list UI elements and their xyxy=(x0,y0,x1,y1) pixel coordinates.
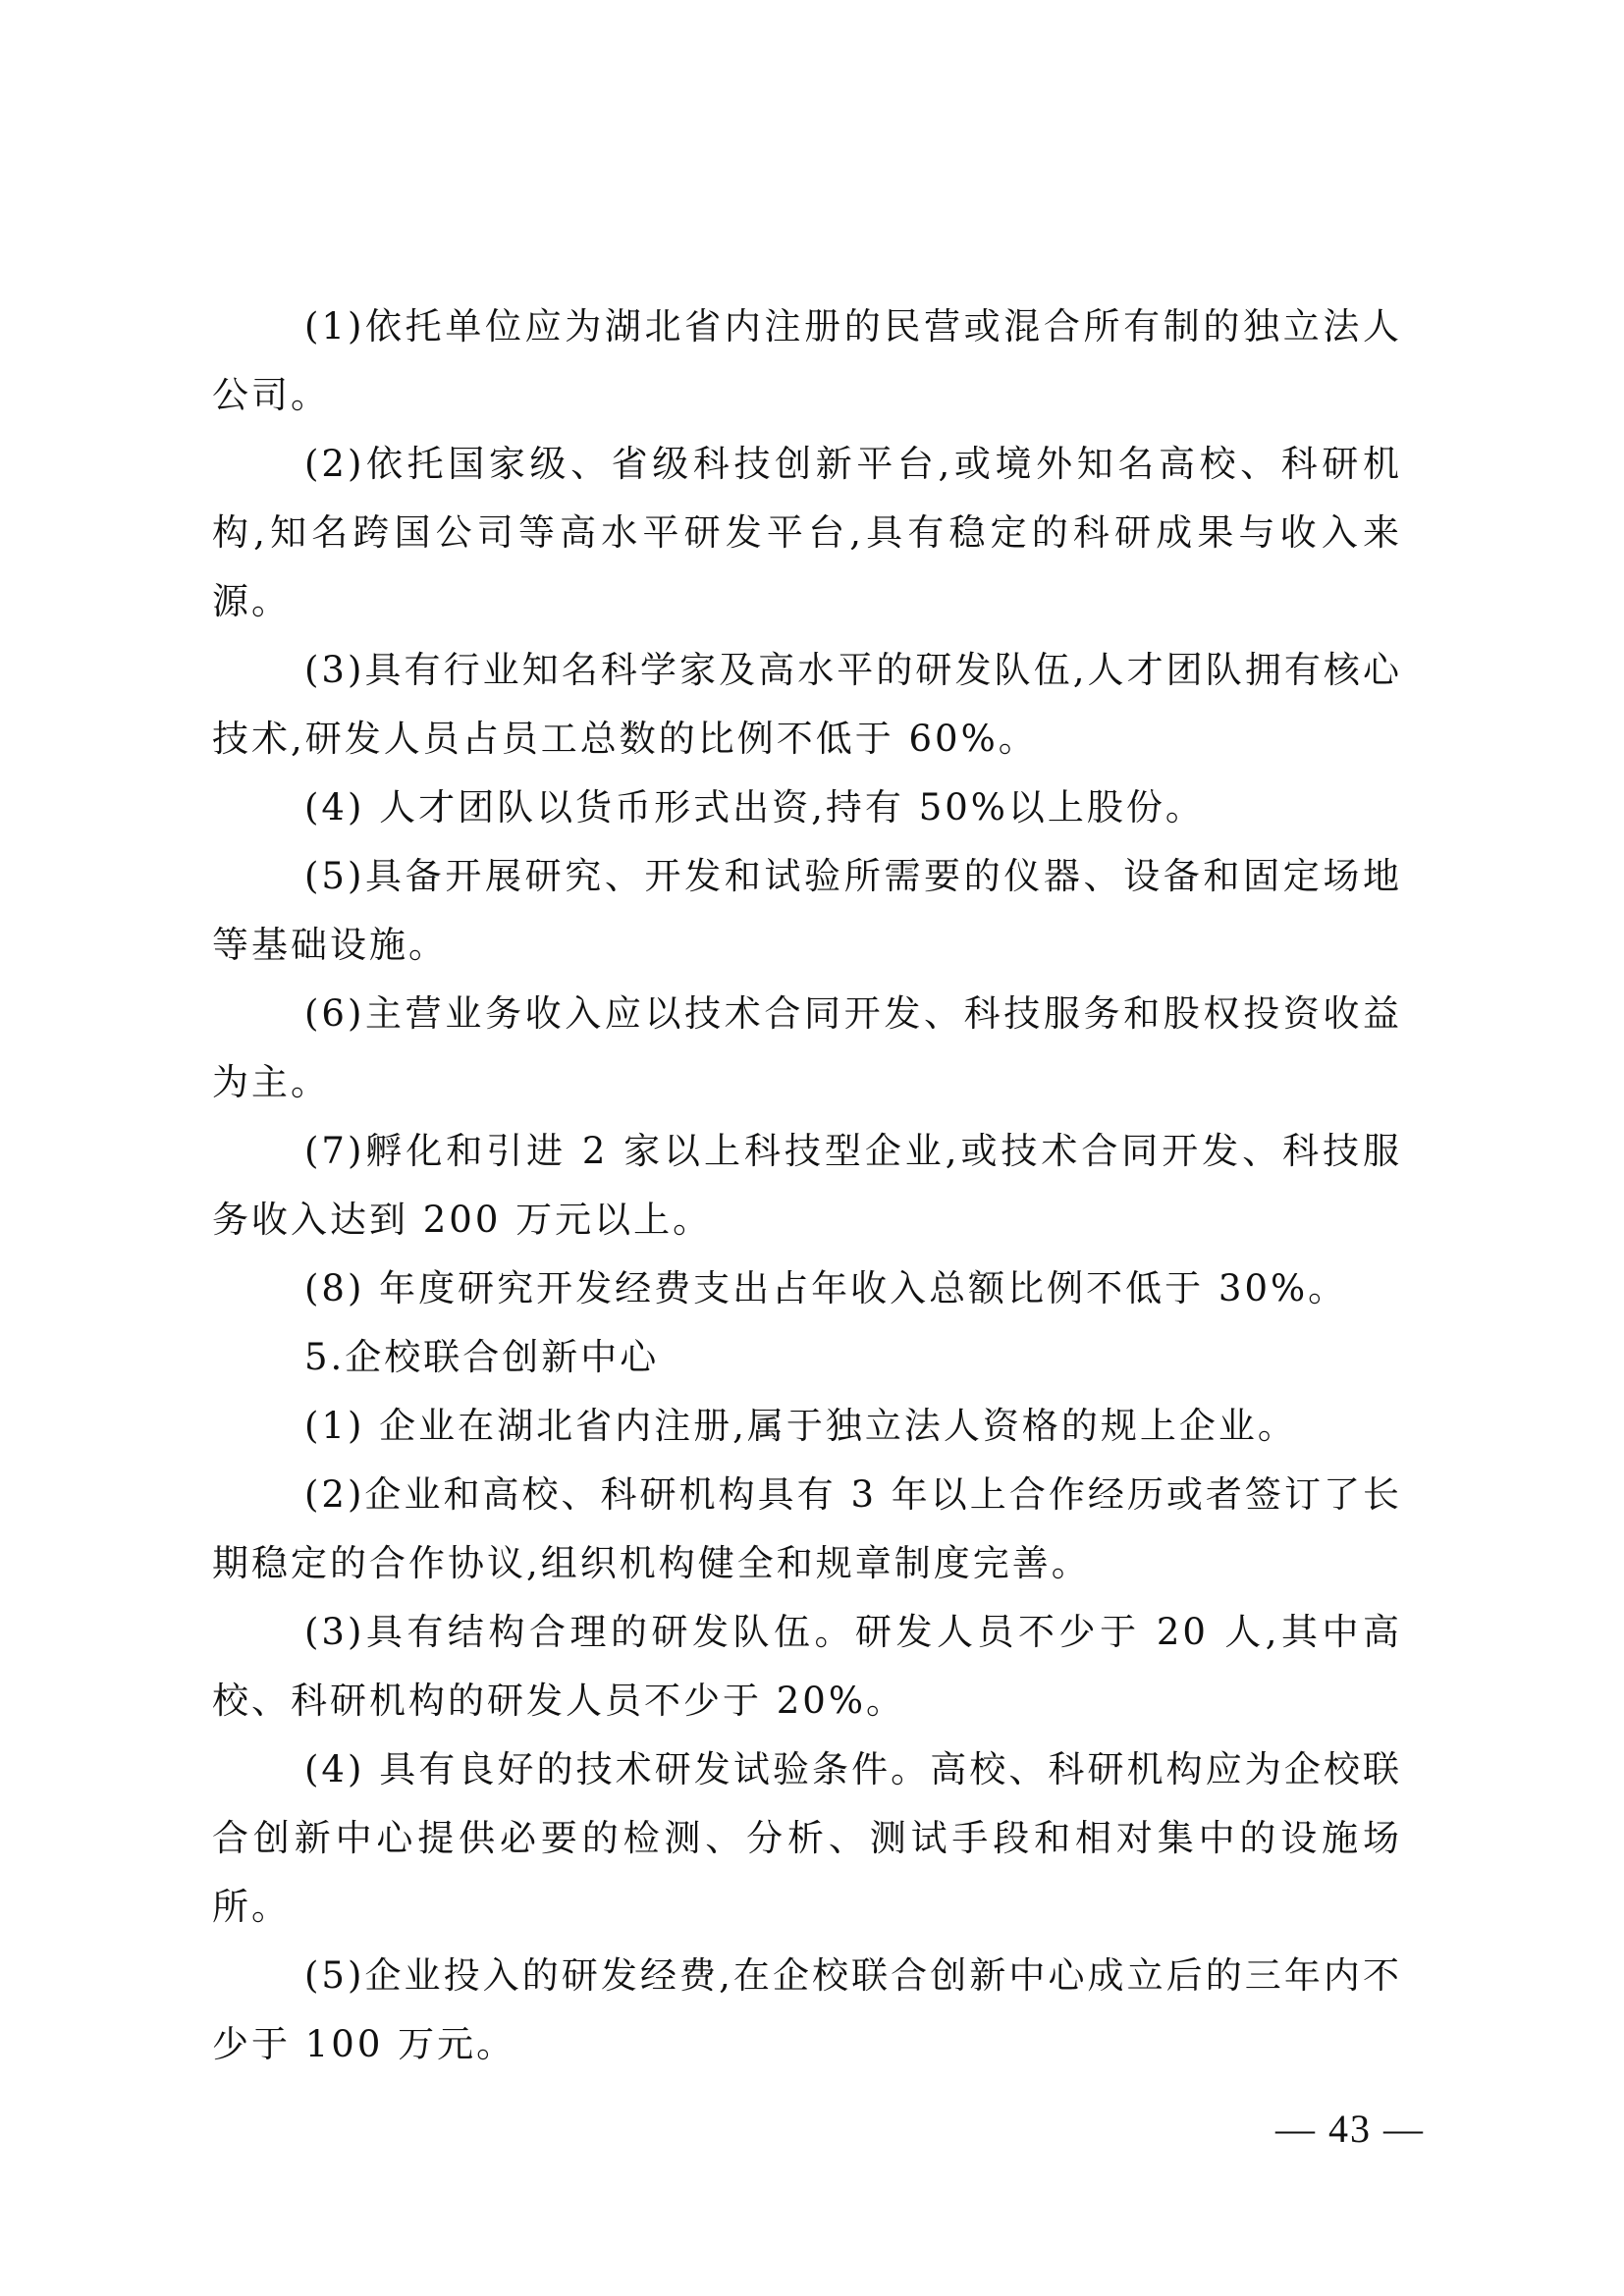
paragraph-5: (5)具备开展研究、开发和试验所需要的仪器、设备和固定场地等基础设施。 xyxy=(212,855,1402,966)
paragraph-12: (4) 具有良好的技术研发试验条件。高校、科研机构应为企校联合创新中心提供必要的检测、分析、测试手段和相对集中的设施场所。 xyxy=(212,1748,1402,1928)
paragraph-11: (3)具有结构合理的研发队伍。研发人员不少于 20 人,其中高校、科研机构的研发人员不少于 20%。 xyxy=(212,1611,1402,1722)
paragraph-9: (1) 企业在湖北省内注册,属于独立法人资格的规上企业。 xyxy=(304,1405,1297,1447)
paragraph-8: (8) 年度研究开发经费支出占年收入总额比例不低于 30%。 xyxy=(304,1267,1348,1309)
paragraph-4: (4) 人才团队以货币形式出资,持有 50%以上股份。 xyxy=(304,786,1205,828)
page-number: — 43 — xyxy=(1275,2107,1425,2151)
document-body xyxy=(212,293,1402,2079)
section-heading: 5.企校联合创新中心 xyxy=(304,1336,660,1378)
paragraph-2: (2)依托国家级、省级科技创新平台,或境外知名高校、科研机构,知名跨国公司等高水平研发平台,具有稳定的科研成果与收入来源。 xyxy=(212,443,1402,622)
paragraph-10: (2)企业和高校、科研机构具有 3 年以上合作经历或者签订了长期稳定的合作协议,组织机构健全和规章制度完善。 xyxy=(212,1473,1402,1584)
paragraph-3: (3)具有行业知名科学家及高水平的研发队伍,人才团队拥有核心技术,研发人员占员工总数的比例不低于 60%。 xyxy=(212,649,1402,760)
paragraph-13: (5)企业投入的研发经费,在企校联合创新中心成立后的三年内不少于 100 万元。 xyxy=(212,1954,1402,2065)
paragraph-7: (7)孵化和引进 2 家以上科技型企业,或技术合同开发、科技服务收入达到 200 万元以上。 xyxy=(212,1130,1402,1241)
paragraph-6: (6)主营业务收入应以技术合同开发、科技服务和股权投资收益为主。 xyxy=(212,992,1402,1103)
paragraph-1: (1)依托单位应为湖北省内注册的民营或混合所有制的独立法人公司。 xyxy=(212,305,1402,416)
